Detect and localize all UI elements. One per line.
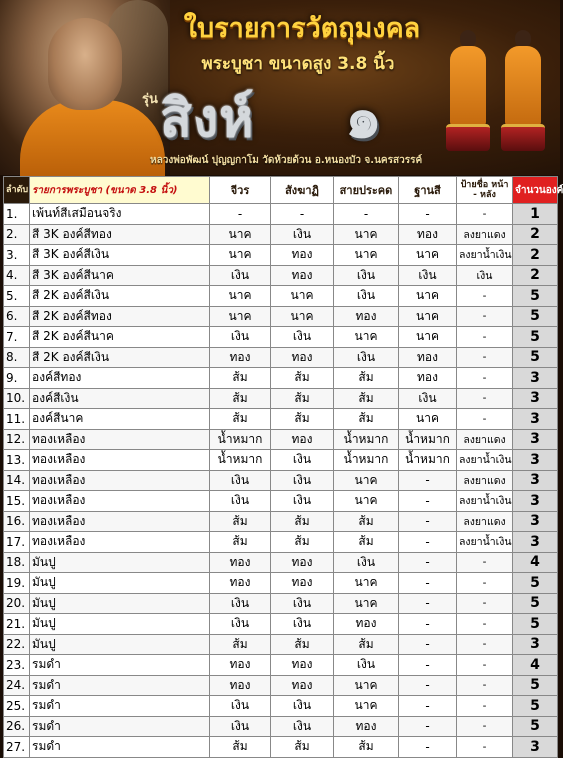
robe-color-cell: เงิน xyxy=(210,614,271,635)
row-number-cell: 25. xyxy=(4,696,30,717)
table-row xyxy=(4,429,558,450)
statue-front-image xyxy=(448,30,488,148)
base-color-cell: เงิน xyxy=(399,265,457,286)
name-tag-cell: - xyxy=(457,696,513,717)
model-number: ๑ xyxy=(345,83,382,151)
name-tag-cell: - xyxy=(457,347,513,368)
sangkati-color-cell: เงิน xyxy=(271,224,334,245)
base-color-cell: นาค xyxy=(399,245,457,266)
name-tag-cell: ลงยาแดง xyxy=(457,429,513,450)
item-name-cell: รมดำ xyxy=(30,655,210,676)
sash-color-cell: นาค xyxy=(334,224,399,245)
sash-color-cell: เงิน xyxy=(334,655,399,676)
item-name-cell: มันปู xyxy=(30,634,210,655)
robe-color-cell: ส้ม xyxy=(210,511,271,532)
row-number-cell: 3. xyxy=(4,245,30,266)
sangkati-color-cell: ทอง xyxy=(271,429,334,450)
item-name-cell: ทองเหลือง xyxy=(30,532,210,553)
item-name-cell: ทองเหลือง xyxy=(30,429,210,450)
sash-color-cell: ทอง xyxy=(334,716,399,737)
row-number-cell: 2. xyxy=(4,224,30,245)
item-name-cell: สี 3K องค์สีทอง xyxy=(30,224,210,245)
robe-color-cell: น้ำหมาก xyxy=(210,450,271,471)
item-name-cell: ทองเหลือง xyxy=(30,470,210,491)
robe-color-cell: ส้ม xyxy=(210,634,271,655)
row-number-cell: 15. xyxy=(4,491,30,512)
sangkati-color-cell: ทอง xyxy=(271,265,334,286)
sangkati-color-cell: เงิน xyxy=(271,450,334,471)
sash-color-cell: ส้ม xyxy=(334,511,399,532)
name-tag-cell: ลงยาน้ำเงิน xyxy=(457,491,513,512)
sash-color-cell: - xyxy=(334,204,399,225)
name-tag-cell: ลงยาน้ำเงิน xyxy=(457,532,513,553)
quantity-cell: 5 xyxy=(513,327,558,348)
row-number-cell: 12. xyxy=(4,429,30,450)
robe-color-cell: นาค xyxy=(210,286,271,307)
quantity-cell: 5 xyxy=(513,286,558,307)
quantity-cell: 3 xyxy=(513,388,558,409)
sash-color-cell: นาค xyxy=(334,245,399,266)
base-color-cell: ทอง xyxy=(399,368,457,389)
base-color-cell: นาค xyxy=(399,327,457,348)
robe-color-cell: เงิน xyxy=(210,716,271,737)
quantity-cell: 5 xyxy=(513,306,558,327)
quantity-cell: 3 xyxy=(513,491,558,512)
quantity-cell: 1 xyxy=(513,204,558,225)
sash-color-cell: ส้ม xyxy=(334,532,399,553)
row-number-cell: 1. xyxy=(4,204,30,225)
base-color-cell: - xyxy=(399,470,457,491)
table-row xyxy=(4,388,558,409)
row-number-cell: 19. xyxy=(4,573,30,594)
table-row xyxy=(4,675,558,696)
base-color-cell: - xyxy=(399,696,457,717)
base-color-cell: น้ำหมาก xyxy=(399,450,457,471)
sangkati-color-cell: เงิน xyxy=(271,327,334,348)
quantity-cell: 5 xyxy=(513,614,558,635)
base-color-cell: - xyxy=(399,491,457,512)
table-row xyxy=(4,347,558,368)
robe-color-cell: ทอง xyxy=(210,675,271,696)
table-row xyxy=(4,245,558,266)
col-header-sash: สายประคด xyxy=(334,177,399,204)
page-subtitle: พระบูชา ขนาดสูง 3.8 นิ้ว xyxy=(201,54,395,74)
sash-color-cell: นาค xyxy=(334,327,399,348)
sash-color-cell: ส้ม xyxy=(334,737,399,758)
base-color-cell: - xyxy=(399,675,457,696)
row-number-cell: 14. xyxy=(4,470,30,491)
robe-color-cell: ทอง xyxy=(210,573,271,594)
robe-color-cell: เงิน xyxy=(210,491,271,512)
table-row xyxy=(4,368,558,389)
sash-color-cell: เงิน xyxy=(334,286,399,307)
sash-color-cell: ส้ม xyxy=(334,634,399,655)
row-number-cell: 16. xyxy=(4,511,30,532)
robe-color-cell: - xyxy=(210,204,271,225)
name-tag-cell: - xyxy=(457,306,513,327)
name-tag-cell: - xyxy=(457,593,513,614)
item-name-cell: มันปู xyxy=(30,573,210,594)
name-tag-cell: ลงยาแดง xyxy=(457,470,513,491)
table-row xyxy=(4,532,558,553)
row-number-cell: 27. xyxy=(4,737,30,758)
base-color-cell: - xyxy=(399,552,457,573)
name-tag-cell: ลงยาน้ำเงิน xyxy=(457,245,513,266)
base-color-cell: - xyxy=(399,593,457,614)
row-number-cell: 7. xyxy=(4,327,30,348)
base-color-cell: - xyxy=(399,634,457,655)
table-row xyxy=(4,409,558,430)
table-row xyxy=(4,737,558,758)
base-color-cell: นาค xyxy=(399,286,457,307)
name-tag-cell: - xyxy=(457,409,513,430)
name-tag-cell: - xyxy=(457,368,513,389)
sangkati-color-cell: เงิน xyxy=(271,716,334,737)
item-name-cell: มันปู xyxy=(30,593,210,614)
base-color-cell: นาค xyxy=(399,409,457,430)
item-name-cell: องค์สีเงิน xyxy=(30,388,210,409)
robe-color-cell: เงิน xyxy=(210,593,271,614)
name-tag-cell: - xyxy=(457,552,513,573)
base-color-cell: - xyxy=(399,532,457,553)
row-number-cell: 4. xyxy=(4,265,30,286)
sangkati-color-cell: เงิน xyxy=(271,470,334,491)
name-tag-cell: - xyxy=(457,655,513,676)
name-tag-cell: - xyxy=(457,204,513,225)
quantity-cell: 5 xyxy=(513,593,558,614)
row-number-cell: 13. xyxy=(4,450,30,471)
sash-color-cell: นาค xyxy=(334,696,399,717)
robe-color-cell: เงิน xyxy=(210,265,271,286)
table-row xyxy=(4,573,558,594)
item-name-cell: สี 3K องค์สีเงิน xyxy=(30,245,210,266)
robe-color-cell: นาค xyxy=(210,306,271,327)
robe-color-cell: เงิน xyxy=(210,327,271,348)
name-tag-cell: ลงยาน้ำเงิน xyxy=(457,450,513,471)
table-row xyxy=(4,491,558,512)
quantity-cell: 3 xyxy=(513,368,558,389)
col-header-no: ลำดับ xyxy=(4,177,30,204)
sangkati-color-cell: ทอง xyxy=(271,552,334,573)
item-name-cell: สี 2K องค์สีทอง xyxy=(30,306,210,327)
sangkati-color-cell: ส้ม xyxy=(271,532,334,553)
robe-color-cell: นาค xyxy=(210,224,271,245)
table-header-row xyxy=(4,177,558,204)
sash-color-cell: ส้ม xyxy=(334,409,399,430)
table-row xyxy=(4,306,558,327)
quantity-cell: 2 xyxy=(513,224,558,245)
quantity-cell: 3 xyxy=(513,511,558,532)
name-tag-cell: เงิน xyxy=(457,265,513,286)
row-number-cell: 18. xyxy=(4,552,30,573)
item-name-cell: เพ้นท์สีเสมือนจริง xyxy=(30,204,210,225)
sangkati-color-cell: เงิน xyxy=(271,696,334,717)
sangkati-color-cell: ทอง xyxy=(271,245,334,266)
sangkati-color-cell: ส้ม xyxy=(271,409,334,430)
sangkati-color-cell: เงิน xyxy=(271,593,334,614)
item-name-cell: มันปู xyxy=(30,614,210,635)
table-row xyxy=(4,696,558,717)
item-name-cell: รมดำ xyxy=(30,696,210,717)
table-row xyxy=(4,224,558,245)
col-header-base: ฐานสี xyxy=(399,177,457,204)
sash-color-cell: ส้ม xyxy=(334,368,399,389)
row-number-cell: 8. xyxy=(4,347,30,368)
table-row xyxy=(4,265,558,286)
quantity-cell: 2 xyxy=(513,245,558,266)
item-name-cell: องค์สีนาค xyxy=(30,409,210,430)
col-header-sangkati: สังฆาฏิ xyxy=(271,177,334,204)
page-title: ใบรายการวัตถุมงคล xyxy=(183,13,421,44)
sangkati-color-cell: - xyxy=(271,204,334,225)
quantity-cell: 3 xyxy=(513,470,558,491)
base-color-cell: - xyxy=(399,737,457,758)
temple-caption: หลวงพ่อพัฒน์ ปุญญกาโม วัดห้วยด้วน อ.หนองบัว จ.นครสวรรค์ xyxy=(150,155,423,166)
row-number-cell: 22. xyxy=(4,634,30,655)
base-color-cell: เงิน xyxy=(399,388,457,409)
item-name-cell: องค์สีทอง xyxy=(30,368,210,389)
quantity-cell: 5 xyxy=(513,716,558,737)
quantity-cell: 2 xyxy=(513,265,558,286)
col-header-item: รายการพระบูชา (ขนาด 3.8 นิ้ว) xyxy=(30,177,210,204)
item-name-cell: มันปู xyxy=(30,552,210,573)
model-label: รุ่น xyxy=(142,92,158,107)
item-name-cell: ทองเหลือง xyxy=(30,491,210,512)
robe-color-cell: ส้ม xyxy=(210,388,271,409)
sangkati-color-cell: ส้ม xyxy=(271,511,334,532)
base-color-cell: - xyxy=(399,655,457,676)
item-name-cell: รมดำ xyxy=(30,675,210,696)
sangkati-color-cell: นาค xyxy=(271,306,334,327)
item-name-cell: รมดำ xyxy=(30,716,210,737)
sash-color-cell: นาค xyxy=(334,470,399,491)
sangkati-color-cell: นาค xyxy=(271,286,334,307)
name-tag-cell: - xyxy=(457,675,513,696)
table-body xyxy=(4,204,558,758)
row-number-cell: 21. xyxy=(4,614,30,635)
sangkati-color-cell: ส้ม xyxy=(271,388,334,409)
table-row xyxy=(4,286,558,307)
item-name-cell: ทองเหลือง xyxy=(30,450,210,471)
table-row xyxy=(4,716,558,737)
sangkati-color-cell: ทอง xyxy=(271,347,334,368)
base-color-cell: - xyxy=(399,716,457,737)
robe-color-cell: ทอง xyxy=(210,347,271,368)
table-row xyxy=(4,614,558,635)
table-row xyxy=(4,204,558,225)
quantity-cell: 3 xyxy=(513,634,558,655)
sash-color-cell: น้ำหมาก xyxy=(334,429,399,450)
table-row xyxy=(4,655,558,676)
name-tag-cell: - xyxy=(457,573,513,594)
robe-color-cell: ส้ม xyxy=(210,409,271,430)
quantity-cell: 5 xyxy=(513,573,558,594)
col-header-tag: ป้ายชื่อ หน้า - หลัง xyxy=(457,177,513,204)
name-tag-cell: - xyxy=(457,388,513,409)
item-name-cell: สี 2K องค์สีนาค xyxy=(30,327,210,348)
row-number-cell: 6. xyxy=(4,306,30,327)
sash-color-cell: ส้ม xyxy=(334,388,399,409)
base-color-cell: - xyxy=(399,204,457,225)
quantity-cell: 4 xyxy=(513,552,558,573)
base-color-cell: นาค xyxy=(399,306,457,327)
robe-color-cell: ส้ม xyxy=(210,368,271,389)
table-row xyxy=(4,327,558,348)
name-tag-cell: ลงยาแดง xyxy=(457,224,513,245)
table-row xyxy=(4,450,558,471)
base-color-cell: ทอง xyxy=(399,347,457,368)
sash-color-cell: น้ำหมาก xyxy=(334,450,399,471)
table-row xyxy=(4,634,558,655)
quantity-cell: 3 xyxy=(513,737,558,758)
name-tag-cell: - xyxy=(457,286,513,307)
model-name: สิงห์ xyxy=(160,89,255,149)
row-number-cell: 11. xyxy=(4,409,30,430)
sangkati-color-cell: ส้ม xyxy=(271,737,334,758)
sash-color-cell: นาค xyxy=(334,491,399,512)
row-number-cell: 23. xyxy=(4,655,30,676)
row-number-cell: 5. xyxy=(4,286,30,307)
quantity-cell: 3 xyxy=(513,429,558,450)
name-tag-cell: - xyxy=(457,327,513,348)
sash-color-cell: เงิน xyxy=(334,265,399,286)
header-banner xyxy=(0,0,560,175)
quantity-cell: 3 xyxy=(513,450,558,471)
table-row xyxy=(4,511,558,532)
col-header-robe: จีวร xyxy=(210,177,271,204)
name-tag-cell: ลงยาแดง xyxy=(457,511,513,532)
col-header-qty: จำนวนองค์ xyxy=(513,177,558,204)
statue-back-image xyxy=(503,30,543,148)
robe-color-cell: ทอง xyxy=(210,552,271,573)
table-row xyxy=(4,593,558,614)
robe-color-cell: นาค xyxy=(210,245,271,266)
item-name-cell: สี 2K องค์สีเงิน xyxy=(30,347,210,368)
table-row xyxy=(4,552,558,573)
name-tag-cell: - xyxy=(457,737,513,758)
row-number-cell: 10. xyxy=(4,388,30,409)
row-number-cell: 17. xyxy=(4,532,30,553)
robe-color-cell: เงิน xyxy=(210,470,271,491)
sangkati-color-cell: ทอง xyxy=(271,675,334,696)
quantity-cell: 3 xyxy=(513,409,558,430)
name-tag-cell: - xyxy=(457,716,513,737)
sash-color-cell: นาค xyxy=(334,675,399,696)
item-name-cell: ทองเหลือง xyxy=(30,511,210,532)
name-tag-cell: - xyxy=(457,634,513,655)
quantity-cell: 4 xyxy=(513,655,558,676)
quantity-cell: 5 xyxy=(513,347,558,368)
base-color-cell: - xyxy=(399,573,457,594)
quantity-cell: 3 xyxy=(513,532,558,553)
row-number-cell: 9. xyxy=(4,368,30,389)
sangkati-color-cell: เงิน xyxy=(271,491,334,512)
row-number-cell: 20. xyxy=(4,593,30,614)
sangkati-color-cell: ทอง xyxy=(271,655,334,676)
sash-color-cell: ทอง xyxy=(334,306,399,327)
sangkati-color-cell: ส้ม xyxy=(271,368,334,389)
robe-color-cell: ส้ม xyxy=(210,532,271,553)
item-name-cell: สี 3K องค์สีนาค xyxy=(30,265,210,286)
sangkati-color-cell: ทอง xyxy=(271,573,334,594)
row-number-cell: 24. xyxy=(4,675,30,696)
row-number-cell: 26. xyxy=(4,716,30,737)
robe-color-cell: เงิน xyxy=(210,696,271,717)
robe-color-cell: น้ำหมาก xyxy=(210,429,271,450)
base-color-cell: - xyxy=(399,614,457,635)
sash-color-cell: นาค xyxy=(334,573,399,594)
amulet-table xyxy=(3,176,563,758)
quantity-cell: 5 xyxy=(513,675,558,696)
robe-color-cell: ส้ม xyxy=(210,737,271,758)
base-color-cell: ทอง xyxy=(399,224,457,245)
sash-color-cell: นาค xyxy=(334,593,399,614)
sash-color-cell: เงิน xyxy=(334,552,399,573)
quantity-cell: 5 xyxy=(513,696,558,717)
sangkati-color-cell: เงิน xyxy=(271,614,334,635)
base-color-cell: น้ำหมาก xyxy=(399,429,457,450)
sash-color-cell: เงิน xyxy=(334,347,399,368)
base-color-cell: - xyxy=(399,511,457,532)
sangkati-color-cell: ส้ม xyxy=(271,634,334,655)
item-name-cell: รมดำ xyxy=(30,737,210,758)
robe-color-cell: ทอง xyxy=(210,655,271,676)
item-name-cell: สี 2K องค์สีเงิน xyxy=(30,286,210,307)
name-tag-cell: - xyxy=(457,614,513,635)
sash-color-cell: ทอง xyxy=(334,614,399,635)
table-row xyxy=(4,470,558,491)
